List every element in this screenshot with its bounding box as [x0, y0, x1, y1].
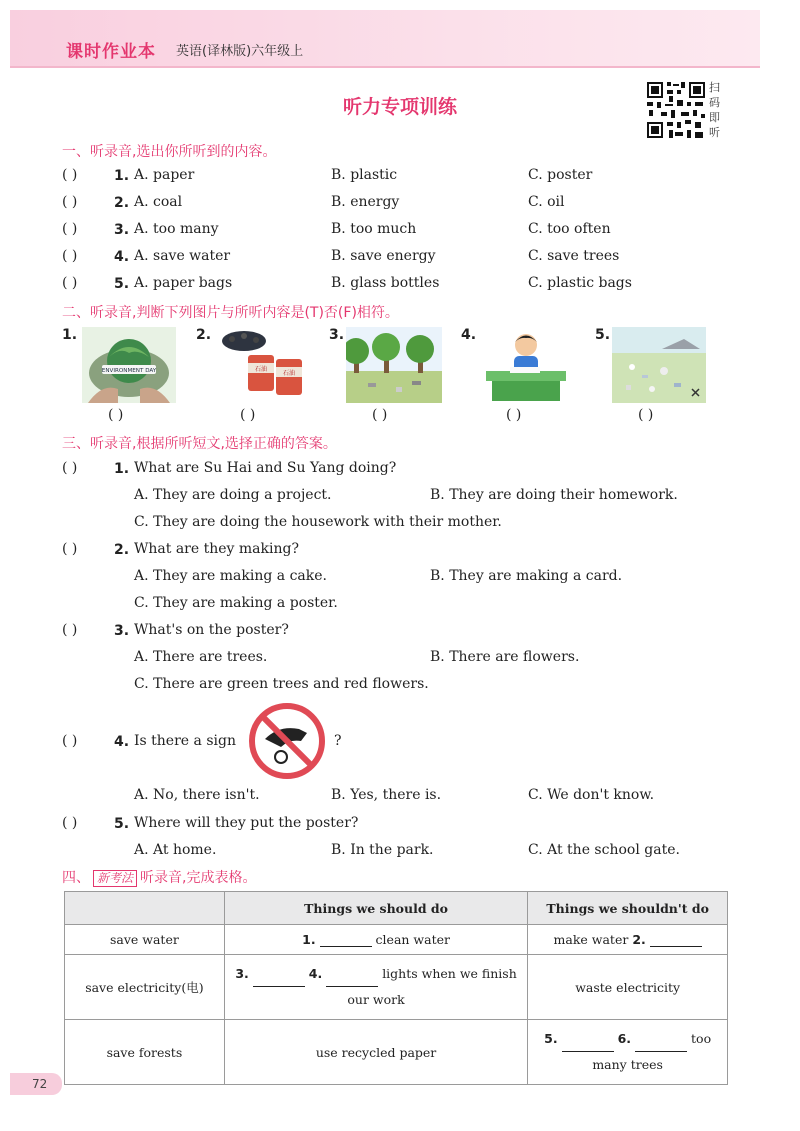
option-b: B. They are doing their homework.	[430, 487, 678, 503]
option-c: C. save trees	[528, 248, 620, 264]
option-b: B. save energy	[331, 248, 436, 264]
answer-blank[interactable]: ( )	[62, 194, 78, 210]
option-b: B. energy	[331, 194, 400, 210]
option-a: A. coal	[134, 194, 183, 210]
item-number: 4.	[114, 249, 130, 265]
question-text: Where will they put the poster?	[134, 815, 359, 831]
option-a: A. At home.	[134, 842, 217, 858]
answer-blank[interactable]: ( )	[506, 407, 522, 423]
question-number: 1.	[114, 461, 130, 477]
answer-blank[interactable]: ( )	[108, 407, 124, 423]
fill-blank[interactable]	[562, 1040, 614, 1052]
answer-blank[interactable]: ( )	[62, 275, 78, 291]
question-number: 5.	[114, 816, 130, 832]
fill-blank[interactable]	[326, 975, 378, 987]
option-a: A. too many	[134, 221, 219, 237]
answer-blank[interactable]: ( )	[62, 622, 78, 638]
item-number: 3.	[114, 222, 130, 238]
option-b: B. There are flowers.	[430, 649, 580, 665]
option-b: B. Yes, there is.	[331, 787, 442, 803]
picture-number: 2.	[196, 327, 212, 343]
qr-code-icon[interactable]	[645, 80, 707, 140]
option-c: C. poster	[528, 167, 593, 183]
option-c: C. too often	[528, 221, 611, 237]
question-number: 4.	[114, 734, 130, 750]
table-row-label: save water	[65, 925, 225, 955]
question-mark: ?	[334, 733, 342, 749]
answer-blank[interactable]: ( )	[62, 221, 78, 237]
table-cell: 1. clean water	[224, 925, 527, 955]
option-b: B. In the park.	[331, 842, 434, 858]
picture-label: ENVIRONMENT DAY	[101, 368, 157, 374]
option-c: C. We don't know.	[528, 787, 655, 803]
boy-drawing-picture	[480, 327, 572, 403]
answer-blank[interactable]: ( )	[62, 248, 78, 264]
option-a: A. There are trees.	[134, 649, 268, 665]
new-format-tag: 新考法	[93, 870, 137, 887]
answer-blank[interactable]: ( )	[62, 167, 78, 183]
section-4-heading: 四、 新考法 听录音,完成表格。	[62, 870, 257, 886]
table-row-label: save electricity(电)	[65, 955, 225, 1020]
page-number: 72	[10, 1073, 62, 1095]
picture-label: 石油	[282, 370, 296, 377]
option-c: C. They are making a poster.	[134, 595, 338, 611]
park-litter-picture	[346, 327, 442, 403]
option-c: C. At the school gate.	[528, 842, 680, 858]
option-a: A. paper	[134, 167, 195, 183]
answer-blank[interactable]: ( )	[638, 407, 654, 423]
question-text: Is there a sign	[134, 733, 236, 749]
option-c: C. There are green trees and red flowers.	[134, 676, 429, 692]
table-row-label: save forests	[65, 1020, 225, 1085]
fill-blank[interactable]	[635, 1040, 687, 1052]
item-number: 2.	[114, 195, 130, 211]
item-number: 1.	[114, 168, 130, 184]
no-littering-sign-icon	[249, 703, 325, 779]
qr-caption: 扫 码 即 听	[709, 81, 720, 139]
option-a: A. No, there isn't.	[134, 787, 260, 803]
option-a: A. paper bags	[134, 275, 233, 291]
answer-blank[interactable]: ( )	[240, 407, 256, 423]
table-header-shouldnt: Things we shouldn't do	[528, 892, 728, 925]
question-text: What are Su Hai and Su Yang doing?	[134, 460, 397, 476]
picture-number: 4.	[461, 327, 477, 343]
option-b: B. They are making a card.	[430, 568, 623, 584]
answer-blank[interactable]: ( )	[62, 733, 78, 749]
answer-blank[interactable]: ( )	[62, 541, 78, 557]
option-c: C. They are doing the housework with their mother.	[134, 514, 502, 530]
question-number: 3.	[114, 623, 130, 639]
option-b: B. glass bottles	[331, 275, 440, 291]
table-cell: make water 2.	[528, 925, 728, 955]
table-header-should: Things we should do	[224, 892, 527, 925]
table-header-blank	[65, 892, 225, 925]
section-2-heading: 二、听录音,判断下列图片与所听内容是(T)否(F)相符。	[62, 305, 399, 321]
option-b: B. plastic	[331, 167, 398, 183]
question-text: What's on the poster?	[134, 622, 289, 638]
fill-blank[interactable]	[320, 935, 372, 947]
picture-label: 石油	[254, 366, 268, 373]
answer-table	[64, 891, 728, 1085]
option-a: A. They are doing a project.	[134, 487, 332, 503]
polluted-beach-picture	[612, 327, 706, 403]
header-subtitle: 英语(译林版)六年级上	[176, 44, 304, 59]
page-title: 听力专项训练	[342, 96, 457, 118]
picture-number: 3.	[329, 327, 345, 343]
section-3-heading: 三、听录音,根据所听短文,选择正确的答案。	[62, 436, 337, 452]
answer-blank[interactable]: ( )	[62, 460, 78, 476]
question-text: What are they making?	[134, 541, 299, 557]
picture-number: 1.	[62, 327, 78, 343]
fill-blank[interactable]	[650, 935, 702, 947]
section-1-heading: 一、听录音,选出你所听到的内容。	[62, 144, 277, 160]
fill-blank[interactable]	[253, 975, 305, 987]
table-cell: use recycled paper	[224, 1020, 527, 1085]
option-b: B. too much	[331, 221, 417, 237]
header-band	[10, 10, 760, 68]
answer-blank[interactable]: ( )	[62, 815, 78, 831]
environment-day-picture	[82, 327, 176, 403]
option-a: A. They are making a cake.	[134, 568, 327, 584]
oil-barrels-picture	[214, 327, 308, 403]
picture-number: 5.	[595, 327, 611, 343]
option-c: C. plastic bags	[528, 275, 632, 291]
table-cell: 5. 6. too many trees	[528, 1020, 728, 1085]
header-brand: 课时作业本	[66, 42, 156, 62]
table-cell: 3. 4. lights when we finish our work	[224, 955, 527, 1020]
table-cell: waste electricity	[528, 955, 728, 1020]
item-number: 5.	[114, 276, 130, 292]
option-a: A. save water	[134, 248, 231, 264]
answer-blank[interactable]: ( )	[372, 407, 388, 423]
option-c: C. oil	[528, 194, 565, 210]
question-number: 2.	[114, 542, 130, 558]
